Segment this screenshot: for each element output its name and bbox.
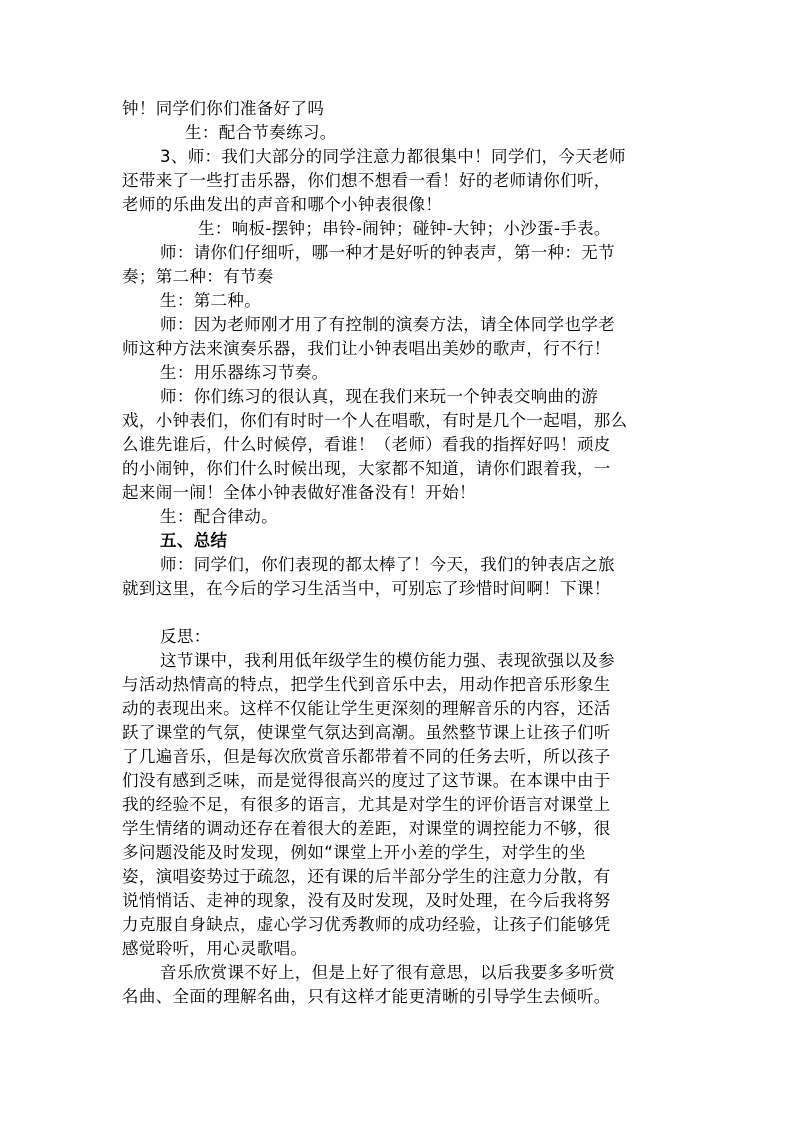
text-line: 动的表现出来。这样不仅能让学生更深刻的理解音乐的内容，还活 <box>122 699 611 718</box>
text-line: 我的经验不足，有很多的语言，尤其是对学生的评价语言对课堂上 <box>122 795 611 814</box>
text-line: 么谁先谁后，什么时候停，看谁！（老师）看我的指挥好吗！顽皮 <box>122 435 611 454</box>
text-line: 师这种方法来演奏乐器，我们让小钟表唱出美妙的歌声，行不行！ <box>122 339 611 358</box>
text-line: 说悄悄话、走神的现象，没有及时发现，及时处理，在今后我将努 <box>122 891 611 910</box>
text-line: 名曲、全面的理解名曲，只有这样才能更清晰的引导学生去倾听。 <box>122 987 611 1006</box>
text-line: 多问题没能及时发现，例如“课堂上开小差的学生，对学生的坐 <box>122 843 586 862</box>
text-line: 奏；第二种：有节奏 <box>122 267 274 286</box>
text-line: 生：用乐器练习节奏。 <box>160 363 329 382</box>
text-line: 生：配合节奏练习。 <box>185 123 337 142</box>
text-line: 就到这里，在今后的学习生活当中，可别忘了珍惜时间啊！下课！ <box>122 579 611 598</box>
text-line: 钟！同学们你们准备好了吗 <box>122 99 325 118</box>
text-line: 师：因为老师刚才用了有控制的演奏方法，请全体同学也学老 <box>160 315 615 334</box>
text-line: 了几遍音乐，但是每次欣赏音乐都带着不同的任务去听，所以孩子 <box>122 747 611 766</box>
text-line: 老师的乐曲发出的声音和哪个小钟表很像！ <box>122 195 443 214</box>
text-line: 们没有感到乏味，而是觉得很高兴的度过了这节课。在本课中由于 <box>122 771 611 790</box>
text-line: 3、师：我们大部分的同学注意力都很集中！同学们，今天老师 <box>160 147 626 166</box>
text-line: 力克服自身缺点，虚心学习优秀教师的成功经验，让孩子们能够凭 <box>122 915 611 934</box>
text-line: 姿，演唱姿势过于疏忽，还有课的后半部分学生的注意力分散，有 <box>122 867 611 886</box>
text-line: 感觉聆听，用心灵歌唱。 <box>122 939 308 958</box>
text-line: 起来闹一闹！全体小钟表做好准备没有！开始！ <box>122 483 476 502</box>
text-line: 这节课中，我利用低年级学生的模仿能力强、表现欲强以及参 <box>160 651 615 670</box>
text-line: 还带来了一些打击乐器，你们想不想看一看！好的老师请你们听， <box>122 171 611 190</box>
text-line: 学生情绪的调动还存在着很大的差距，对课堂的调控能力不够，很 <box>122 819 611 838</box>
text-line: 跃了课堂的气氛，使课堂气氛达到高潮。虽然整节课上让孩子们听 <box>122 723 611 742</box>
text-line: 戏，小钟表们，你们有时时一个人在唱歌，有时是几个一起唱，那么 <box>122 411 628 430</box>
reflection-heading: 反思： <box>160 627 211 646</box>
text-line: 与活动热情高的特点，把学生代到音乐中去，用动作把音乐形象生 <box>122 675 611 694</box>
text-line: 生：配合律动。 <box>160 507 278 526</box>
text-line: 音乐欣赏课不好上，但是上好了很有意思，以后我要多多听赏 <box>160 963 615 982</box>
text-line: 的小闹钟，你们什么时候出现，大家都不知道，请你们跟着我，一 <box>122 459 611 478</box>
text-line: 生：第二种。 <box>160 291 262 310</box>
text-line: 师：同学们，你们表现的都太棒了！今天，我们的钟表店之旅 <box>160 555 615 574</box>
text-line: 师：你们练习的很认真，现在我们来玩一个钟表交响曲的游 <box>160 387 599 406</box>
text-line: 师：请你们仔细听，哪一种才是好听的钟表声，第一种：无节 <box>160 243 615 262</box>
text-line: 生：响板-摆钟；串铃-闹钟；碰钟-大钟；小沙蛋-手表。 <box>198 219 611 238</box>
section-heading: 五、总结 <box>160 531 228 550</box>
